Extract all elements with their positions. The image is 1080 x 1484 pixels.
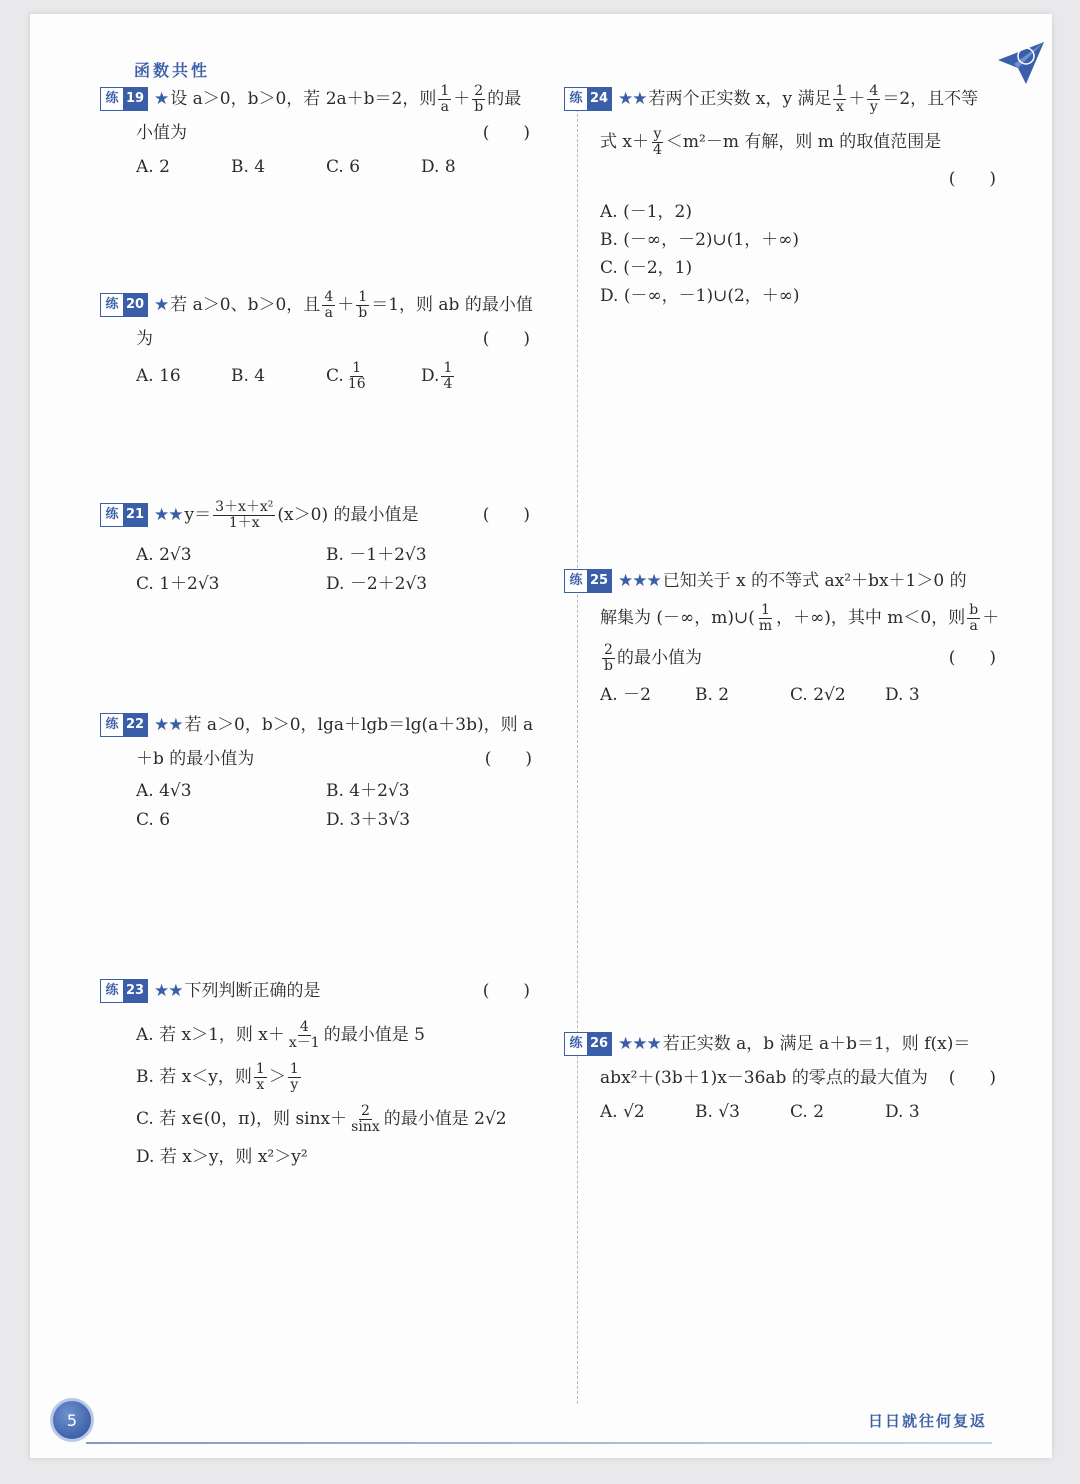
option-b: B. 2 <box>695 685 730 705</box>
difficulty-stars: ★ <box>154 295 169 315</box>
answer-blank: ( ) <box>948 648 996 668</box>
answer-blank: ( ) <box>948 1068 996 1088</box>
option-a: A. －2 <box>600 685 651 705</box>
question-badge: 练 22 <box>100 713 148 737</box>
difficulty-stars: ★★ <box>154 505 183 525</box>
answer-blank: ( ) <box>482 329 530 349</box>
difficulty-stars: ★ <box>154 89 169 109</box>
option-b: B. 4 <box>231 157 266 177</box>
question-23: 练 23 ★★ 下列判断正确的是 ( ) A. 若 x＞1，则 x＋ $\frac{4}{x-1}$ 的最小值是 5 B. 若 x＜y，则 $\frac{1}{x}$ ＞ $\frac{1}{y}$ C. 若 x∈(0，π)，则 sinx＋ $\frac{2}{\sin x}$ 的最小值是 2√2 D. 若 x＞y，则 x²＞y² <box>100 974 530 1174</box>
option-a: A. 2√3 <box>136 545 192 565</box>
option-b: B. √3 <box>695 1102 740 1122</box>
option-d: D. $\frac{1}{4}$ <box>421 360 453 392</box>
question-26: 练 26 ★★★ 若正实数 a，b 满足 a＋b＝1，则 f(x)＝ abx²＋(3b＋1)x－36ab 的零点的最大值为 ( ) A. √2 B. √3 C. 2 D. 3 <box>564 1027 996 1129</box>
option-c: C. 6 <box>136 810 171 830</box>
option-c: C. 若 x∈(0，π)，则 sinx＋ $\frac{2}{\sin x}$ 的最小值是 2√2 <box>136 1102 507 1135</box>
option-c: C. 6 <box>326 157 361 177</box>
option-d: D. 8 <box>421 157 456 177</box>
option-d: D. 3＋3√3 <box>326 810 411 830</box>
option-b: B. 4 <box>231 366 266 386</box>
answer-blank: ( ) <box>482 123 530 143</box>
option-b: B. 若 x＜y，则 $\frac{1}{x}$ ＞ $\frac{1}{y}$ <box>136 1060 299 1093</box>
option-c: C. 2√2 <box>790 685 846 705</box>
question-19: 练 19 ★ 设 a＞0，b＞0，若 2a＋b＝2，则 $\frac{1}{a}$ ＋ $\frac{2}{b}$ 的最 小值为 ( ) A. 2 B. 4 C. 6 D. 8 <box>100 82 530 184</box>
question-badge: 练 24 <box>564 87 612 111</box>
option-b: B. －1＋2√3 <box>326 545 427 565</box>
question-21: 练 21 ★★ y＝ $\frac{\text{3＋x＋x²}}{1+x}$ (x＞0) 的最小值是 ( ) A. 2√3 B. －1＋2√3 C. 1＋2√3 D. －2＋2√3 <box>100 498 530 598</box>
question-22: 练 22 ★★ 若 a＞0，b＞0，lga＋lgb＝lg(a＋3b)，则 a ＋b 的最小值为 ( ) A. 4√3 B. 4＋2√3 C. 6 D. 3＋3√3 <box>100 708 532 834</box>
question-badge: 练 23 <box>100 979 148 1003</box>
answer-blank: ( ) <box>484 749 532 769</box>
option-a: A. 16 <box>136 366 181 386</box>
option-b: B. (－∞，－2)∪(1，＋∞) <box>600 230 800 250</box>
option-c: C. 2 <box>790 1102 825 1122</box>
question-badge: 练 21 <box>100 503 148 527</box>
question-24: 练 24 ★★ 若两个正实数 x，y 满足 $\frac{1}{x}$ ＋ $\frac{4}{y}$ ＝2，且不等 式 x＋ $\frac{y}{4}$ ＜m²－m 有解，则 m 的取值范围是 ( ) A. (－1，2) B. (－∞，－2)∪(1，＋∞) C. (－2，1) D. (－∞，－1)∪(2，＋∞) <box>564 82 996 310</box>
difficulty-stars: ★★★ <box>618 1034 661 1054</box>
option-d: D. 3 <box>885 685 920 705</box>
option-b: B. 4＋2√3 <box>326 781 410 801</box>
question-20: 练 20 ★ 若 a＞0、b＞0，且 $\frac{4}{a}$ ＋ $\frac{1}{b}$ ＝1，则 ab 的最小值 为 ( ) A. 16 B. 4 C. $\frac{1}{16}$ D. $\frac{1}{4}$ <box>100 288 530 396</box>
difficulty-stars: ★★ <box>154 715 183 735</box>
option-c: C. 1＋2√3 <box>136 574 220 594</box>
question-badge: 练 26 <box>564 1032 612 1056</box>
option-d: D. (－∞，－1)∪(2，＋∞) <box>600 286 800 306</box>
option-a: A. (－1，2) <box>600 202 692 222</box>
option-d: D. 3 <box>885 1102 920 1122</box>
question-badge: 练 25 <box>564 569 612 593</box>
option-a: A. 2 <box>136 157 170 177</box>
answer-blank: ( ) <box>482 505 530 525</box>
difficulty-stars: ★★ <box>618 89 647 109</box>
option-a: A. 若 x＞1，则 x＋ $\frac{4}{x-1}$ 的最小值是 5 <box>136 1018 425 1051</box>
answer-blank: ( ) <box>482 981 530 1001</box>
page-header-title: 函数共性 <box>134 61 211 80</box>
question-25: 练 25 ★★★ 已知关于 x 的不等式 ax²＋bx＋1＞0 的 解集为 (－∞，m)∪( $\frac{1}{m}$ ，＋∞)，其中 m＜0，则 $\frac{b}{a}$ ＋ $\frac{2}{b}$ 的最小值为 ( ) A. －2 B. 2 C. 2√2 D. 3 <box>564 564 996 712</box>
option-d: D. －2＋2√3 <box>326 574 428 594</box>
option-c: C. $\frac{1}{16}$ <box>326 360 366 392</box>
option-a: A. √2 <box>600 1102 645 1122</box>
option-c: C. (－2，1) <box>600 258 693 278</box>
page-number: 5 <box>50 1398 94 1442</box>
difficulty-stars: ★★ <box>154 981 183 1001</box>
option-a: A. 4√3 <box>136 781 192 801</box>
paper-plane-logo-icon <box>996 38 1046 88</box>
question-badge: 练 20 <box>100 293 148 317</box>
footer-line <box>86 1442 992 1444</box>
footer-slogan: 日日就往何复返 <box>868 1412 988 1430</box>
question-badge: 练 19 <box>100 87 148 111</box>
answer-blank: ( ) <box>948 169 996 189</box>
option-d: D. 若 x＞y，则 x²＞y² <box>136 1147 308 1167</box>
difficulty-stars: ★★★ <box>618 571 661 591</box>
